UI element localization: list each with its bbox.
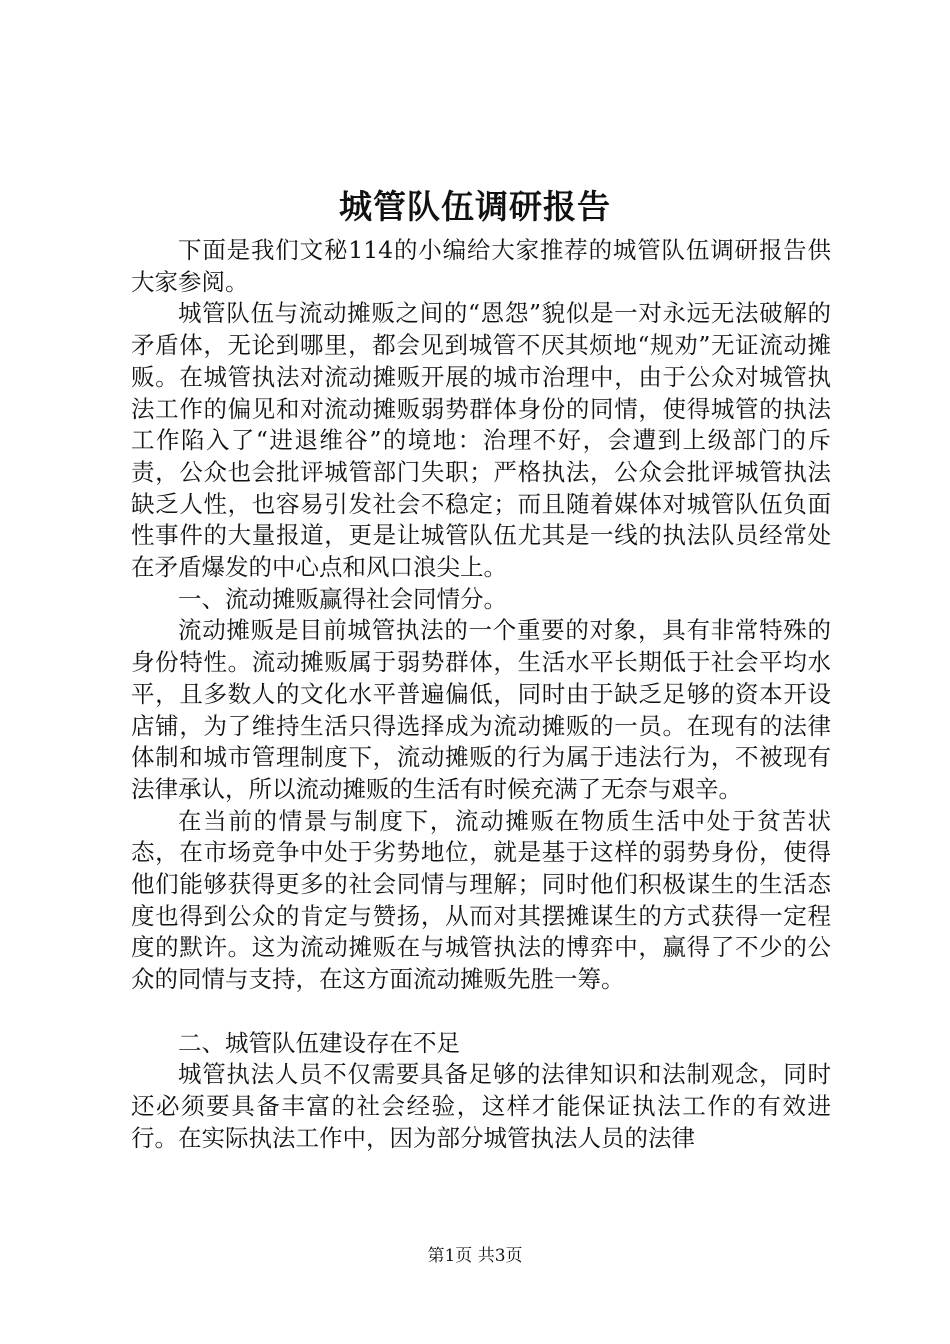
document-body: [131, 235, 831, 1154]
document-title: 城管队伍调研报告: [339, 187, 611, 226]
intro-paragraph: 下面是我们文秘114的小编给大家推荐的城管队伍调研报告供大家参阅。: [131, 236, 831, 296]
section-heading-2: 二、城管队伍建设存在不足: [178, 1028, 460, 1057]
section-heading-1: 一、流动摊贩赢得社会同情分。: [178, 584, 507, 613]
section-1-paragraph-1: 流动摊贩是目前城管执法的一个重要的对象，具有非常特殊的身份特性。流动摊贩属于弱势群体，生活水平长期低于社会平均水平，且多数人的文化水平普遍偏低，同时由于缺乏足够的资本开设店铺，为了维持生活只得选择成为流动摊贩的一员。在现有的法律体制和城市管理制度下，流动摊贩的行为属于违法行为，不被现有法律承认，所以流动摊贩的生活有时候充满了无奈与艰辛。: [131, 616, 831, 803]
section-2-paragraph-1: 城管执法人员不仅需要具备足够的法律知识和法制观念，同时还必须要具备丰富的社会经验，这样才能保证执法工作的有效进行。在实际执法工作中，因为部分城管执法人员的法律: [131, 1060, 831, 1152]
page-number-footer: 第1页 共3页: [427, 1246, 523, 1266]
background-paragraph: 城管队伍与流动摊贩之间的“恩怨”貌似是一对永远无法破解的矛盾体，无论到哪里，都会见到城管不厌其烦地“规劝”无证流动摊贩。在城管执法对流动摊贩开展的城市治理中，由于公众对城管执法工作的偏见和对流动摊贩弱势群体身份的同情，使得城管的执法工作陷入了“进退维谷”的境地：治理不好，会遭到上级部门的斥责，公众也会批评城管部门失职；严格执法，公众会批评城管执法缺乏人性，也容易引发社会不稳定；而且随着媒体对城管队伍负面性事件的大量报道，更是让城管队伍尤其是一线的执法队员经常处在矛盾爆发的中心点和风口浪尖上。: [131, 299, 831, 582]
section-1-paragraph-2: 在当前的情景与制度下，流动摊贩在物质生活中处于贫苦状态，在市场竞争中处于劣势地位，就是基于这样的弱势身份，使得他们能够获得更多的社会同情与理解；同时他们积极谋生的生活态度也得到公众的肯定与赞扬，从而对其摆摊谋生的方式获得一定程度的默许。这为流动摊贩在与城管执法的博弈中，赢得了不少的公众的同情与支持，在这方面流动摊贩先胜一筹。: [131, 806, 831, 994]
blank-line: [131, 996, 831, 1028]
